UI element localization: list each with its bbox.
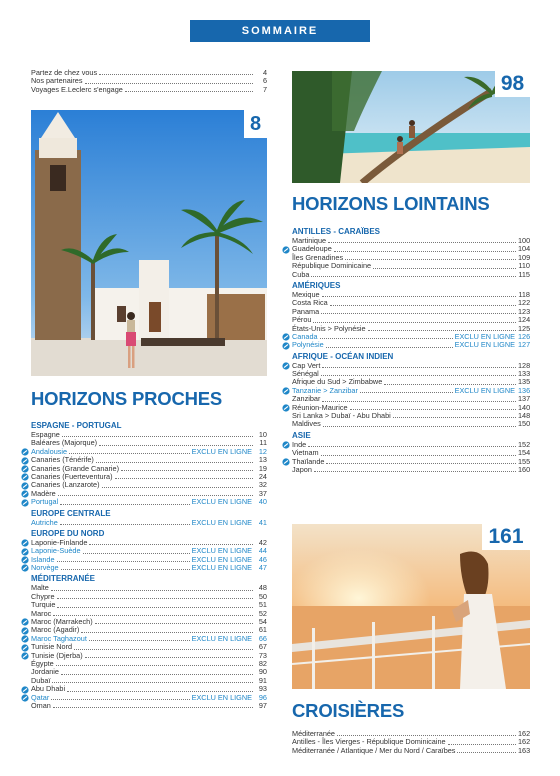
- dot-leader: [58, 495, 253, 496]
- dot-leader: [321, 455, 516, 456]
- toc-entry-label: Maroc Taghazout: [31, 633, 87, 643]
- toc-entry-page: 155: [518, 456, 531, 466]
- toc-entry-page: 66: [258, 633, 267, 643]
- toc-entry-label: Réunion-Maurice: [292, 402, 348, 412]
- dot-leader: [345, 259, 516, 260]
- toc-entry[interactable]: [31, 660, 267, 668]
- dot-leader: [322, 367, 516, 368]
- dot-leader: [99, 74, 253, 75]
- toc-entry[interactable]: [31, 519, 267, 527]
- toc-entry[interactable]: [292, 466, 530, 474]
- toc-entry-label: Maroc: [31, 608, 52, 618]
- dot-leader: [61, 569, 190, 570]
- toc-entry[interactable]: [31, 702, 267, 710]
- dot-leader: [350, 409, 516, 410]
- toc-entry-page: 44: [258, 546, 267, 556]
- toc-entry[interactable]: [292, 747, 530, 755]
- toc-entry[interactable]: [31, 584, 267, 592]
- toc-entry-label: Vietnam: [292, 448, 319, 458]
- toc-entry-label: Méditerranée / Atlantique / Mer du Nord / Caraïbes: [292, 745, 456, 755]
- dot-leader: [448, 744, 516, 745]
- toc-entry-page: 162: [518, 737, 531, 747]
- toc-entry-label: Qatar: [31, 692, 50, 702]
- toc-entry-label: Maldives: [292, 419, 321, 429]
- toc-entry-page: 13: [258, 455, 267, 465]
- dot-leader: [334, 251, 516, 252]
- toc-entry[interactable]: [292, 271, 530, 279]
- plane-icon: [282, 342, 290, 350]
- toc-entry-label: Inde: [292, 439, 307, 449]
- toc-entry-page: 24: [258, 471, 267, 481]
- dot-leader: [313, 322, 516, 323]
- dot-leader: [52, 682, 253, 683]
- toc-entry-page: 124: [518, 315, 531, 325]
- sommaire-banner: SOMMAIRE: [190, 20, 370, 42]
- toc-entry[interactable]: [31, 677, 267, 685]
- exclu-en-ligne-tag: EXCLU EN LIGNE: [454, 331, 515, 341]
- toc-entry-label: Antilles - Îles Vierges - République Dominicaine: [292, 737, 446, 747]
- toc-entry[interactable]: [31, 694, 267, 702]
- toc-entry-page: 6: [262, 76, 267, 86]
- toc-entry[interactable]: [292, 420, 530, 428]
- dot-leader: [326, 347, 453, 348]
- dot-leader: [51, 590, 253, 591]
- toc-entry-page: 100: [518, 235, 531, 245]
- croisieres-list: [292, 730, 530, 755]
- toc-entry-label: Polynésie: [292, 340, 324, 350]
- horizons-proches-page-number: 8: [244, 110, 267, 138]
- toc-entry-label: Chypre: [31, 591, 55, 601]
- toc-entry[interactable]: [292, 362, 530, 370]
- toc-entry[interactable]: [31, 601, 267, 609]
- toc-entry[interactable]: [292, 387, 530, 395]
- toc-entry-page: 90: [258, 667, 267, 677]
- toc-entry-label: Martinique: [292, 235, 327, 245]
- toc-entry-label: Japon: [292, 464, 312, 474]
- toc-entry-label: Tunisie Nord: [31, 642, 73, 652]
- dot-leader: [360, 392, 453, 393]
- toc-entry-page: 160: [518, 464, 531, 474]
- dot-leader: [322, 296, 516, 297]
- section-heading: ASIE: [292, 430, 311, 440]
- exclu-en-ligne-tag: EXCLU EN LIGNE: [191, 546, 252, 556]
- dot-leader: [368, 330, 516, 331]
- toc-entry-label: États-Unis > Polynésie: [292, 323, 366, 333]
- dot-leader: [85, 657, 253, 658]
- plane-icon: [21, 465, 29, 473]
- toc-entry-label: Canaries (Fuerteventura): [31, 471, 113, 481]
- plane-icon: [21, 457, 29, 465]
- toc-entry-label: Portugal: [31, 497, 59, 507]
- dot-leader: [326, 463, 516, 464]
- section-heading: AMÉRIQUES: [292, 280, 341, 290]
- toc-entry-page: 126: [518, 331, 531, 341]
- toc-entry-page: 46: [258, 554, 267, 564]
- toc-entry[interactable]: [31, 481, 267, 489]
- dot-leader: [95, 623, 253, 624]
- toc-entry-label: Sri Lanka > Dubaï - Abu Dhabi: [292, 411, 391, 421]
- section-heading: ANTILLES - CARAÏBES: [292, 227, 380, 236]
- toc-entry[interactable]: [292, 412, 530, 420]
- toc-entry-page: 115: [518, 269, 530, 279]
- toc-entry-page: 109: [518, 252, 531, 262]
- horizons-proches-photo: [31, 110, 267, 376]
- horizons-proches-title: HORIZONS PROCHES: [31, 388, 223, 409]
- toc-entry-page: 96: [258, 692, 267, 702]
- toc-entry-page: 135: [518, 377, 531, 387]
- toc-entry-label: Panama: [292, 306, 320, 316]
- plane-icon: [21, 618, 29, 626]
- plane-icon: [282, 246, 290, 254]
- toc-entry-page: 137: [518, 394, 531, 404]
- toc-entry-label: Canaries (Ténérife): [31, 455, 94, 465]
- dot-leader: [74, 649, 253, 650]
- toc-entry-label: Égypte: [31, 658, 54, 668]
- dot-leader: [321, 375, 516, 376]
- toc-entry-page: 148: [518, 411, 531, 421]
- plane-icon: [21, 564, 29, 572]
- toc-entry[interactable]: [292, 262, 530, 270]
- toc-entry-page: 11: [259, 438, 267, 448]
- toc-entry-page: 37: [258, 488, 267, 498]
- toc-entry-label: Jordanie: [31, 667, 59, 677]
- toc-entry-label: Partez de chez vous: [31, 67, 98, 77]
- exclu-en-ligne-tag: EXCLU EN LIGNE: [191, 517, 252, 527]
- toc-entry-label: Zanzibar: [292, 394, 321, 404]
- plane-icon: [282, 387, 290, 395]
- plane-icon: [21, 448, 29, 456]
- toc-entry-label: Îles Grenadines: [292, 252, 344, 262]
- dot-leader: [62, 436, 253, 437]
- toc-entry[interactable]: [292, 458, 530, 466]
- toc-entry-label: République Dominicaine: [292, 261, 372, 271]
- dot-leader: [85, 83, 253, 84]
- toc-entry-label: Méditerranée: [292, 728, 335, 738]
- toc-entry-page: 82: [258, 658, 267, 668]
- plane-icon: [21, 556, 29, 564]
- toc-entry-page: 118: [518, 289, 530, 299]
- toc-entry-page: 110: [518, 261, 530, 271]
- intro-list: [31, 69, 267, 94]
- toc-entry-page: 41: [258, 517, 267, 527]
- toc-entry-label: Tanzanie > Zanzibar: [292, 385, 358, 395]
- toc-entry-label: Maroc (Marrakech): [31, 617, 93, 627]
- toc-entry-page: 51: [258, 600, 267, 610]
- toc-entry-label: Espagne: [31, 429, 60, 439]
- toc-entry-page: 97: [258, 700, 267, 710]
- exclu-en-ligne-tag: EXCLU EN LIGNE: [454, 385, 515, 395]
- plane-icon: [282, 404, 290, 412]
- toc-entry[interactable]: [31, 593, 267, 601]
- toc-entry-label: Canaries (Grande Canarie): [31, 463, 120, 473]
- plane-icon: [21, 539, 29, 547]
- toc-entry-page: 91: [258, 675, 267, 685]
- dot-leader: [53, 615, 253, 616]
- toc-entry-label: Pérou: [292, 315, 312, 325]
- toc-entry-label: Oman: [31, 700, 51, 710]
- plane-icon: [21, 499, 29, 507]
- dot-leader: [308, 446, 516, 447]
- toc-entry[interactable]: [292, 308, 530, 316]
- toc-entry-page: 54: [258, 617, 267, 627]
- dot-leader: [323, 426, 516, 427]
- toc-entry-page: 32: [258, 480, 267, 490]
- toc-entry-page: 122: [518, 298, 531, 308]
- dot-leader: [373, 268, 516, 269]
- toc-entry-page: 4: [262, 67, 267, 77]
- plane-icon: [21, 473, 29, 481]
- dot-leader: [89, 544, 253, 545]
- toc-entry[interactable]: [31, 652, 267, 660]
- plane-icon: [282, 333, 290, 341]
- toc-entry[interactable]: [31, 498, 267, 506]
- dot-leader: [89, 640, 190, 641]
- toc-entry-label: Islande: [31, 554, 55, 564]
- dot-leader: [96, 462, 253, 463]
- exclu-en-ligne-tag: EXCLU EN LIGNE: [454, 340, 515, 350]
- toc-entry-label: Laponie-Suède: [31, 546, 81, 556]
- toc-entry-page: 47: [258, 563, 267, 573]
- toc-entry-page: 127: [518, 340, 531, 350]
- toc-entry-page: 133: [518, 369, 531, 379]
- toc-entry-page: 163: [518, 745, 531, 755]
- dot-leader: [83, 553, 190, 554]
- dot-leader: [320, 338, 453, 339]
- toc-entry-page: 61: [258, 625, 267, 635]
- plane-icon: [21, 482, 29, 490]
- plane-icon: [21, 548, 29, 556]
- toc-entry-page: 67: [258, 642, 267, 652]
- plane-icon: [282, 441, 290, 449]
- dot-leader: [60, 524, 190, 525]
- section-heading: EUROPE CENTRALE: [31, 508, 111, 518]
- section-heading: ESPAGNE - PORTUGAL: [31, 421, 122, 430]
- dot-leader: [99, 445, 253, 446]
- toc-entry-page: 42: [258, 537, 267, 547]
- toc-entry-page: 152: [518, 439, 531, 449]
- exclu-en-ligne-tag: EXCLU EN LIGNE: [191, 692, 252, 702]
- dot-leader: [393, 417, 516, 418]
- dot-leader: [384, 384, 516, 385]
- dot-leader: [102, 487, 253, 488]
- toc-entry-label: Tunisie (Djerba): [31, 650, 83, 660]
- toc-entry-page: 123: [518, 306, 531, 316]
- toc-entry-page: 19: [258, 463, 267, 473]
- exclu-en-ligne-tag: EXCLU EN LIGNE: [191, 633, 252, 643]
- toc-entry-page: 7: [262, 84, 267, 94]
- toc-entry-page: 40: [258, 497, 267, 507]
- toc-entry-label: Malte: [31, 583, 49, 593]
- horizons-lointains-list: [292, 225, 530, 474]
- toc-entry-label: Afrique du Sud > Zimbabwe: [292, 377, 383, 387]
- section-heading: AFRIQUE - OCÉAN INDIEN: [292, 351, 394, 361]
- toc-entry-page: 162: [518, 728, 531, 738]
- toc-entry-page: 73: [258, 650, 267, 660]
- dot-leader: [69, 453, 189, 454]
- toc-entry[interactable]: [292, 449, 530, 457]
- dot-leader: [67, 691, 253, 692]
- toc-entry-page: 128: [518, 360, 531, 370]
- toc-entry-label: Baléares (Majorque): [31, 438, 98, 448]
- plane-icon: [21, 652, 29, 660]
- toc-entry-page: 150: [518, 419, 531, 429]
- dot-leader: [314, 471, 516, 472]
- toc-entry[interactable]: [292, 341, 530, 349]
- exclu-en-ligne-tag: EXCLU EN LIGNE: [191, 497, 252, 507]
- toc-entry-page: 50: [258, 591, 267, 601]
- exclu-en-ligne-tag: EXCLU EN LIGNE: [191, 446, 252, 456]
- dot-leader: [115, 478, 253, 479]
- dot-leader: [61, 674, 253, 675]
- dot-leader: [330, 305, 516, 306]
- toc-entry-label: Abu Dhabi: [31, 684, 66, 694]
- toc-entry-label: Dubaï: [31, 675, 51, 685]
- toc-entry-page: 104: [518, 244, 531, 254]
- toc-entry-label: Costa Rica: [292, 298, 328, 308]
- dot-leader: [57, 561, 190, 562]
- dot-leader: [321, 313, 516, 314]
- section-heading: EUROPE DU NORD: [31, 528, 105, 538]
- toc-entry[interactable]: [292, 299, 530, 307]
- toc-entry-label: Sénégal: [292, 369, 319, 379]
- toc-entry-label: Canada: [292, 331, 318, 341]
- horizons-lointains-title: HORIZONS LOINTAINS: [292, 193, 490, 214]
- dot-leader: [57, 607, 253, 608]
- section-heading: MÉDITERRANÉE: [31, 574, 96, 584]
- toc-entry-page: 136: [518, 385, 531, 395]
- toc-entry-page: 140: [518, 402, 531, 412]
- dot-leader: [322, 401, 516, 402]
- plane-icon: [21, 644, 29, 652]
- toc-entry-page: 10: [258, 429, 267, 439]
- plane-icon: [21, 686, 29, 694]
- dot-leader: [328, 242, 516, 243]
- toc-entry-label: Maroc (Agadir): [31, 625, 80, 635]
- toc-entry[interactable]: [292, 441, 530, 449]
- toc-entry-label: Guadeloupe: [292, 244, 332, 254]
- dot-leader: [51, 699, 189, 700]
- dot-leader: [457, 752, 516, 753]
- dot-leader: [60, 504, 189, 505]
- dot-leader: [56, 665, 253, 666]
- dot-leader: [57, 598, 253, 599]
- exclu-en-ligne-tag: EXCLU EN LIGNE: [191, 563, 252, 573]
- croisieres-page-number: 161: [482, 524, 530, 550]
- toc-entry-label: Nos partenaires: [31, 76, 83, 86]
- toc-entry-label: Cap Vert: [292, 360, 321, 370]
- horizons-lointains-page-number: 98: [495, 71, 530, 97]
- exclu-en-ligne-tag: EXCLU EN LIGNE: [191, 554, 252, 564]
- plane-icon: [21, 694, 29, 702]
- toc-entry-label: Madère: [31, 488, 56, 498]
- toc-entry-page: 12: [258, 446, 267, 456]
- toc-entry-label: Mexique: [292, 289, 320, 299]
- toc-entry-label: Laponie-Finlande: [31, 537, 88, 547]
- dot-leader: [81, 632, 253, 633]
- plane-icon: [21, 490, 29, 498]
- dot-leader: [125, 91, 253, 92]
- toc-entry-label: Cuba: [292, 269, 310, 279]
- toc-entry-page: 52: [258, 608, 267, 618]
- dot-leader: [53, 707, 253, 708]
- dot-leader: [121, 470, 253, 471]
- plane-icon: [282, 458, 290, 466]
- plane-icon: [21, 635, 29, 643]
- croisieres-title: CROISIÈRES: [292, 700, 405, 721]
- plane-icon: [21, 627, 29, 635]
- toc-entry[interactable]: [31, 668, 267, 676]
- dot-leader: [311, 276, 516, 277]
- toc-entry-page: 93: [258, 684, 267, 694]
- plane-icon: [282, 362, 290, 370]
- toc-entry[interactable]: [31, 86, 267, 94]
- toc-entry-label: Turquie: [31, 600, 56, 610]
- toc-entry-page: 48: [258, 583, 267, 593]
- toc-entry-label: Canaries (Lanzarote): [31, 480, 100, 490]
- toc-entry-label: Voyages E.Leclerc s'engage: [31, 84, 123, 94]
- toc-entry[interactable]: [31, 564, 267, 572]
- toc-entry-page: 125: [518, 323, 531, 333]
- toc-entry-label: Autriche: [31, 517, 58, 527]
- toc-entry-label: Andalousie: [31, 446, 68, 456]
- toc-entry-label: Norvège: [31, 563, 59, 573]
- dot-leader: [337, 735, 516, 736]
- horizons-proches-list: [31, 419, 267, 710]
- toc-entry-page: 154: [518, 448, 531, 458]
- toc-entry-label: Thaïlande: [292, 456, 325, 466]
